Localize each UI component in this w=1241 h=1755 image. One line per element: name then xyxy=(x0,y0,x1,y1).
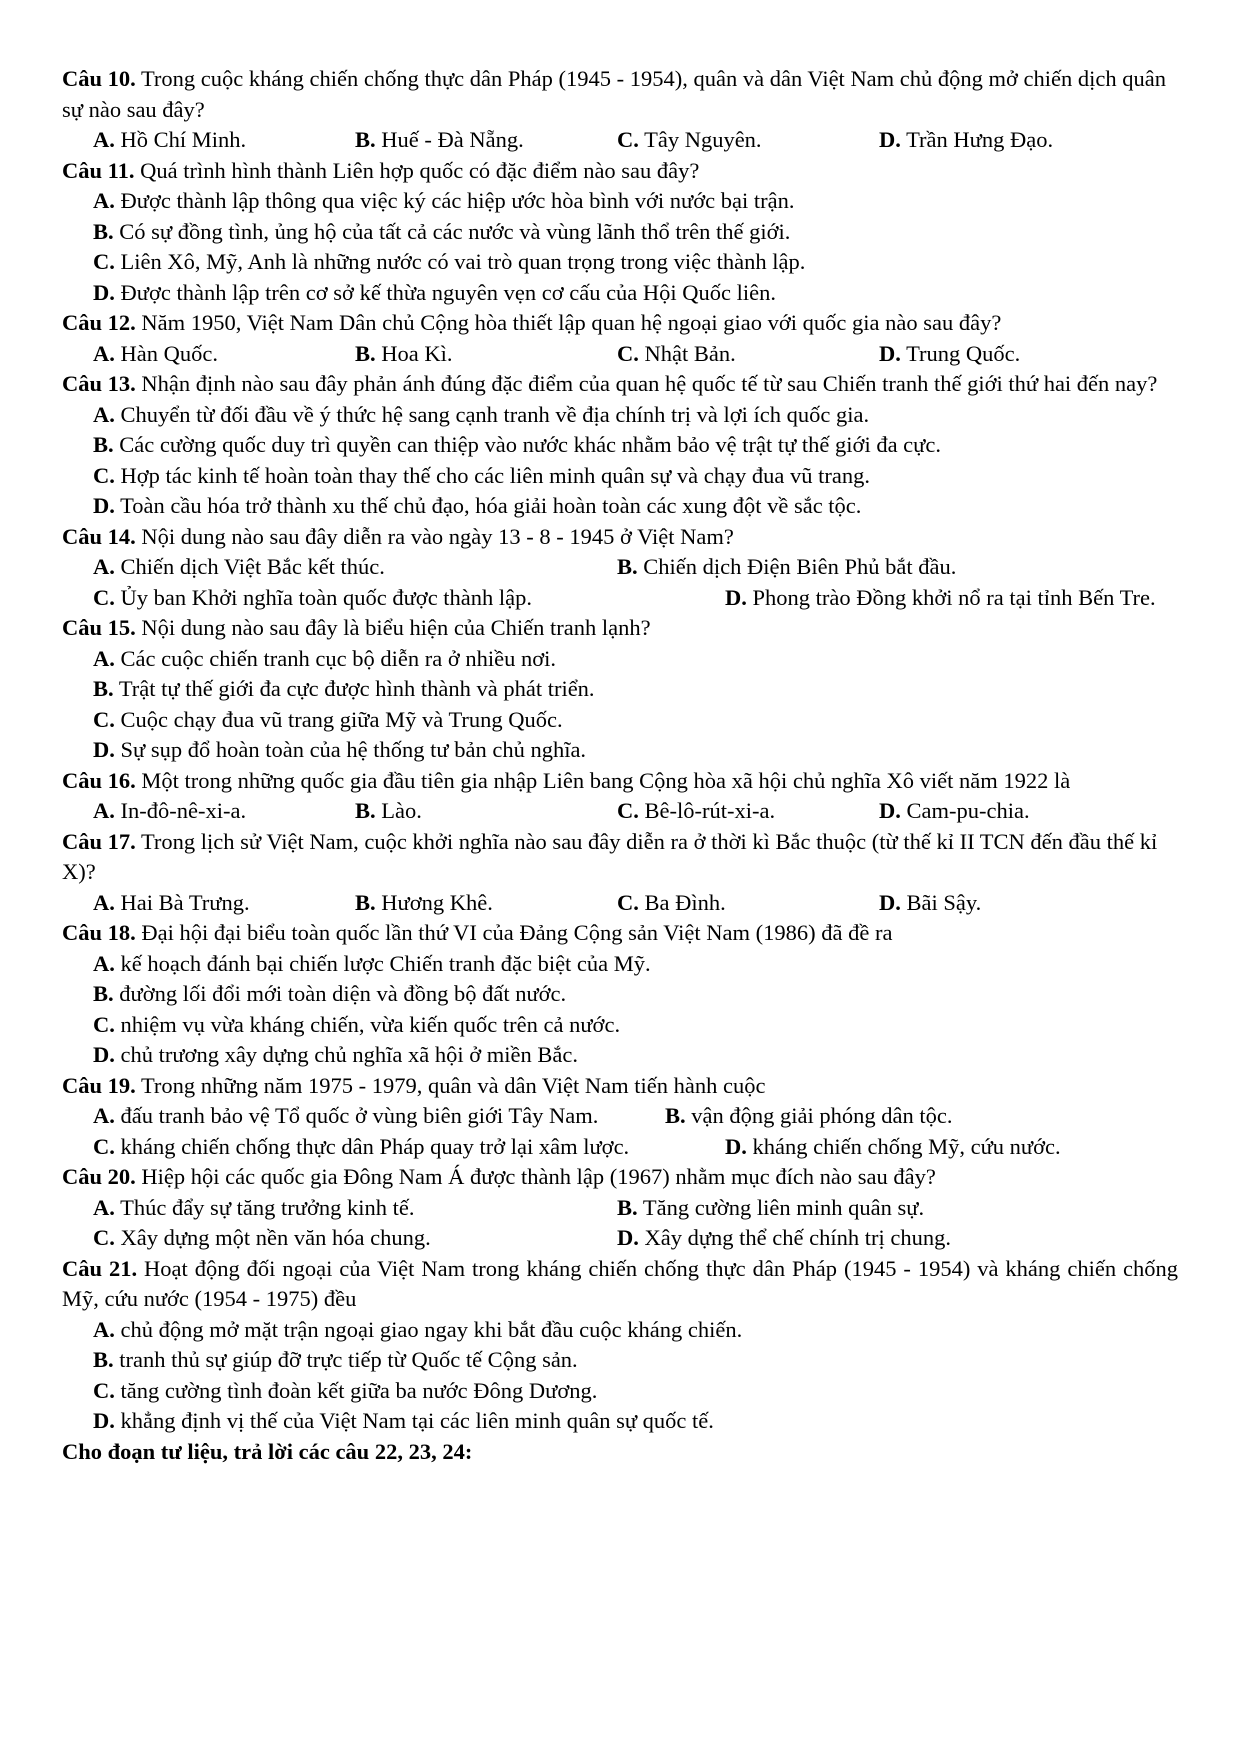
option-13-c: C. Hợp tác kinh tế hoàn toàn thay thế cho các liên minh quân sự và chạy đua vũ trang. xyxy=(93,462,870,488)
option-15-d: D. Sự sụp đổ hoàn toàn của hệ thống tư bản chủ nghĩa. xyxy=(93,737,587,762)
options-12 xyxy=(62,339,1178,370)
question-19: Câu 19. Trong những năm 1975 - 1979, quân và dân Việt Nam tiến hành cuộc xyxy=(62,1072,766,1098)
question-15: Câu 15. Nội dung nào sau đây là biểu hiện của Chiến tranh lạnh? xyxy=(62,615,651,640)
options-14-cd xyxy=(62,583,1178,614)
option-21-c: C. tăng cường tình đoàn kết giữa ba nước Đông Dương. xyxy=(93,1377,598,1403)
question-20: Câu 20. Hiệp hội các quốc gia Đông Nam Á được thành lập (1967) nhằm mục đích nào sau đây? xyxy=(62,1164,936,1189)
option-10-c: C. Tây Nguyên. xyxy=(617,127,762,152)
option-21-a: A. chủ động mở mặt trận ngoại giao ngay khi bắt đầu cuộc kháng chiến. xyxy=(93,1316,743,1342)
options-20-cd xyxy=(62,1223,1178,1254)
option-10-b: B. Huế - Đà Nẵng. xyxy=(355,127,524,152)
option-20-c: C. Xây dựng một nền văn hóa chung. xyxy=(93,1225,431,1250)
option-19-a: A. đấu tranh bảo vệ Tổ quốc ở vùng biên giới Tây Nam. xyxy=(93,1103,599,1128)
option-16-a: A. In-đô-nê-xi-a. xyxy=(93,798,247,823)
option-12-c: C. Nhật Bản. xyxy=(617,340,736,366)
option-12-b: B. Hoa Kì. xyxy=(355,340,453,366)
question-10: Câu 10. Trong cuộc kháng chiến chống thực dân Pháp (1945 - 1954), quân và dân Việt Nam chủ động mở chiến dịch quân sự nào sau đây? xyxy=(62,66,1167,122)
option-10-a: A. Hồ Chí Minh. xyxy=(93,127,247,152)
option-20-b: B. Tăng cường liên minh quân sự. xyxy=(617,1194,925,1220)
option-21-d: D. khẳng định vị thế của Việt Nam tại các liên minh quân sự quốc tế. xyxy=(93,1408,714,1433)
option-19-d: D. kháng chiến chống Mỹ, cứu nước. xyxy=(725,1133,1061,1159)
question-12: Câu 12. Năm 1950, Việt Nam Dân chủ Cộng hòa thiết lập quan hệ ngoại giao với quốc gia nào sau đây? xyxy=(62,310,1002,335)
option-21-b: B. tranh thủ sự giúp đỡ trực tiếp từ Quốc tế Cộng sản. xyxy=(93,1347,578,1372)
option-17-b: B. Hương Khê. xyxy=(355,889,493,915)
option-16-c: C. Bê-lô-rút-xi-a. xyxy=(617,798,776,823)
option-18-d: D. chủ trương xây dựng chủ nghĩa xã hội ở miền Bắc. xyxy=(93,1042,578,1067)
option-17-c: C. Ba Đình. xyxy=(617,889,726,915)
option-14-b: B. Chiến dịch Điện Biên Phủ bắt đầu. xyxy=(617,554,957,579)
option-17-d: D. Bãi Sậy. xyxy=(879,889,982,915)
option-16-b: B. Lào. xyxy=(355,798,422,823)
options-20-ab xyxy=(62,1193,1178,1224)
option-20-a: A. Thúc đẩy sự tăng trưởng kinh tế. xyxy=(93,1194,415,1220)
option-11-a: A. Được thành lập thông qua việc ký các hiệp ước hòa bình với nước bại trận. xyxy=(93,188,795,213)
option-17-a: A. Hai Bà Trưng. xyxy=(93,889,250,915)
option-14-c: C. Ủy ban Khởi nghĩa toàn quốc được thành lập. xyxy=(93,584,533,610)
option-16-d: D. Cam-pu-chia. xyxy=(879,798,1030,823)
option-19-c: C. kháng chiến chống thực dân Pháp quay trở lại xâm lược. xyxy=(93,1133,630,1159)
option-14-d: D. Phong trào Đồng khởi nổ ra tại tỉnh Bến Tre. xyxy=(725,584,1156,610)
options-16 xyxy=(62,796,1178,827)
options-19-ab xyxy=(62,1101,1178,1132)
option-11-b: B. Có sự đồng tình, ủng hộ của tất cả các nước và vùng lãnh thổ trên thế giới. xyxy=(93,218,791,244)
option-11-c: C. Liên Xô, Mỹ, Anh là những nước có vai trò quan trọng trong việc thành lập. xyxy=(93,249,806,274)
question-18: Câu 18. Đại hội đại biểu toàn quốc lần thứ VI của Đảng Cộng sản Việt Nam (1986) đã đề ra xyxy=(62,920,893,945)
option-18-c: C. nhiệm vụ vừa kháng chiến, vừa kiến quốc trên cả nước. xyxy=(93,1011,621,1037)
option-12-a: A. Hàn Quốc. xyxy=(93,340,218,366)
option-12-d: D. Trung Quốc. xyxy=(879,340,1021,366)
option-14-a: A. Chiến dịch Việt Bắc kết thúc. xyxy=(93,554,385,579)
option-19-b: B. vận động giải phóng dân tộc. xyxy=(665,1103,953,1128)
options-19-cd xyxy=(62,1132,1178,1163)
passage-instruction: Cho đoạn tư liệu, trả lời các câu 22, 23, 24: xyxy=(62,1438,473,1464)
exam-page xyxy=(62,64,1178,1467)
option-13-d: D. Toàn cầu hóa trở thành xu thế chủ đạo, hóa giải hoàn toàn các xung đột về sắc tộc. xyxy=(93,493,862,518)
options-17 xyxy=(62,888,1178,919)
question-14: Câu 14. Nội dung nào sau đây diễn ra vào ngày 13 - 8 - 1945 ở Việt Nam? xyxy=(62,523,734,549)
option-11-d: D. Được thành lập trên cơ sở kế thừa nguyên vẹn cơ cấu của Hội Quốc liên. xyxy=(93,279,777,305)
question-17: Câu 17. Trong lịch sử Việt Nam, cuộc khởi nghĩa nào sau đây diễn ra ở thời kì Bắc thuộc (từ thế kỉ II TCN đến đầu thế kỉ X)? xyxy=(62,828,1158,884)
option-18-b: B. đường lối đổi mới toàn diện và đồng bộ đất nước. xyxy=(93,981,567,1006)
option-20-d: D. Xây dựng thể chế chính trị chung. xyxy=(617,1225,951,1250)
option-15-b: B. Trật tự thế giới đa cực được hình thành và phát triển. xyxy=(93,676,595,701)
option-10-d: D. Trần Hưng Đạo. xyxy=(879,127,1054,152)
option-13-a: A. Chuyển từ đối đầu về ý thức hệ sang cạnh tranh về địa chính trị và lợi ích quốc gia. xyxy=(93,401,870,427)
option-13-b: B. Các cường quốc duy trì quyền can thiệp vào nước khác nhằm bảo vệ trật tự thế giới đa cực. xyxy=(93,432,941,457)
question-21: Câu 21. Hoạt động đối ngoại của Việt Nam trong kháng chiến chống thực dân Pháp (1945 - 1954) và kháng chiến chống Mỹ, cứu nước (1954 - 1975) đều xyxy=(62,1255,1178,1311)
question-16: Câu 16. Một trong những quốc gia đầu tiên gia nhập Liên bang Cộng hòa xã hội chủ nghĩa Xô viết năm 1922 là xyxy=(62,767,1071,793)
question-11: Câu 11. Quá trình hình thành Liên hợp quốc có đặc điểm nào sau đây? xyxy=(62,157,700,183)
option-15-c: C. Cuộc chạy đua vũ trang giữa Mỹ và Trung Quốc. xyxy=(93,706,563,732)
options-14-ab xyxy=(62,552,1178,583)
question-13: Câu 13. Nhận định nào sau đây phản ánh đúng đặc điểm của quan hệ quốc tế từ sau Chiến tranh thế giới thứ hai đến nay? xyxy=(62,371,1158,396)
option-15-a: A. Các cuộc chiến tranh cục bộ diễn ra ở nhiều nơi. xyxy=(93,645,557,671)
option-18-a: A. kế hoạch đánh bại chiến lược Chiến tranh đặc biệt của Mỹ. xyxy=(93,950,651,976)
options-10 xyxy=(62,125,1178,156)
